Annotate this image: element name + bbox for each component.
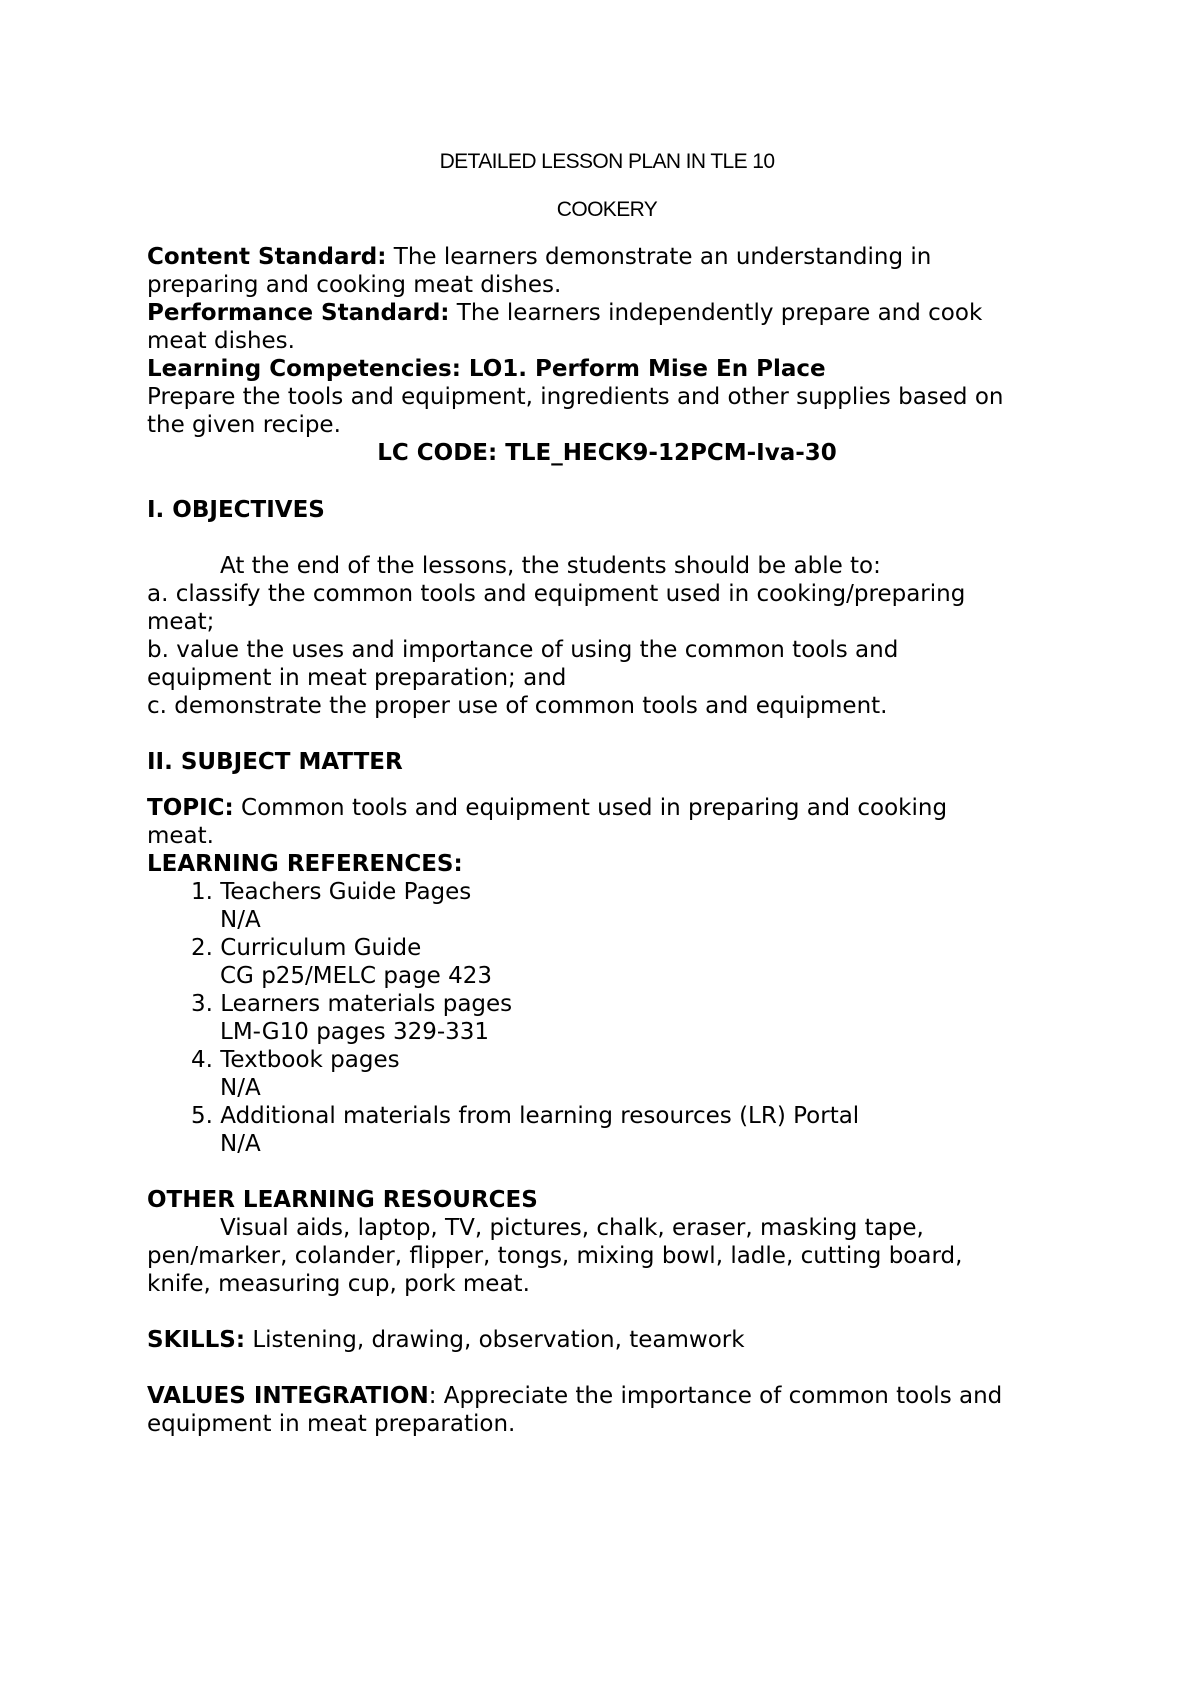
performance-standard-line2: meat dishes. (147, 328, 295, 354)
other-resources-line2: pen/marker, colander, flipper, tongs, mixing bowl, ladle, cutting board, (147, 1243, 963, 1269)
reference-item-2: 2. Curriculum Guide (191, 935, 422, 961)
skills-line (147, 1326, 745, 1354)
reference-item-1: 1. Teachers Guide Pages (191, 879, 472, 905)
reference-item-3: 3. Learners materials pages (191, 991, 513, 1017)
reference-item-5: 5. Additional materials from learning resources (LR) Portal (191, 1103, 860, 1129)
values-integration-text: : Appreciate the importance of common tools and (428, 1383, 1003, 1409)
performance-standard-line1 (147, 299, 982, 327)
learning-competencies-line1: Prepare the tools and equipment, ingredients and other supplies based on (147, 384, 1004, 410)
values-integration-label: VALUES INTEGRATION (147, 1383, 429, 1409)
document-subtitle: COOKERY (556, 198, 658, 221)
reference-item-4: 4. Textbook pages (191, 1047, 400, 1073)
content-standard-text: The learners demonstrate an understanding in (386, 244, 932, 270)
objective-b-line2: equipment in meat preparation; and (147, 665, 567, 691)
performance-standard-text: The learners independently prepare and cook (449, 300, 983, 326)
objectives-intro: At the end of the lessons, the students should be able to: (220, 553, 881, 579)
skills-label: SKILLS: (147, 1327, 246, 1353)
reference-value-3: LM-G10 pages 329-331 (220, 1019, 490, 1045)
learning-competencies-line2: the given recipe. (147, 412, 341, 438)
learning-competencies-heading: Learning Competencies: LO1. Perform Mise En Place (147, 356, 826, 382)
other-resources-heading: OTHER LEARNING RESOURCES (147, 1187, 538, 1213)
document-title: DETAILED LESSON PLAN IN TLE 10 (439, 150, 775, 173)
topic-text: Common tools and equipment used in preparing and cooking (233, 795, 948, 821)
objective-b-line1: b. value the uses and importance of using the common tools and (147, 637, 899, 663)
performance-standard-label: Performance Standard: (147, 300, 450, 326)
skills-text: Listening, drawing, observation, teamwork (245, 1327, 745, 1353)
content-standard-line2: preparing and cooking meat dishes. (147, 272, 562, 298)
reference-value-2: CG p25/MELC page 423 (220, 963, 493, 989)
topic-line1 (147, 794, 947, 822)
topic-line2: meat. (147, 823, 214, 849)
objective-c-line1: c. demonstrate the proper use of common tools and equipment. (147, 693, 888, 719)
reference-value-1: N/A (220, 907, 261, 933)
other-resources-line3: knife, measuring cup, pork meat. (147, 1271, 530, 1297)
other-resources-line1: Visual aids, laptop, TV, pictures, chalk, eraser, masking tape, (220, 1215, 924, 1241)
content-standard-label: Content Standard: (147, 244, 387, 270)
topic-label: TOPIC: (147, 795, 234, 821)
values-integration-line1 (147, 1382, 1002, 1410)
objectives-heading: I. OBJECTIVES (147, 497, 325, 523)
reference-value-4: N/A (220, 1075, 261, 1101)
learning-references-heading: LEARNING REFERENCES: (147, 851, 463, 877)
reference-value-5: N/A (220, 1131, 261, 1157)
objective-a-line1: a. classify the common tools and equipment used in cooking/preparing (147, 581, 966, 607)
objective-a-line2: meat; (147, 609, 215, 635)
lc-code: LC CODE: TLE_HECK9-12PCM-Iva-30 (377, 440, 837, 466)
values-integration-line2: equipment in meat preparation. (147, 1411, 516, 1437)
content-standard-line1 (147, 243, 931, 271)
subject-matter-heading: II. SUBJECT MATTER (147, 749, 403, 775)
